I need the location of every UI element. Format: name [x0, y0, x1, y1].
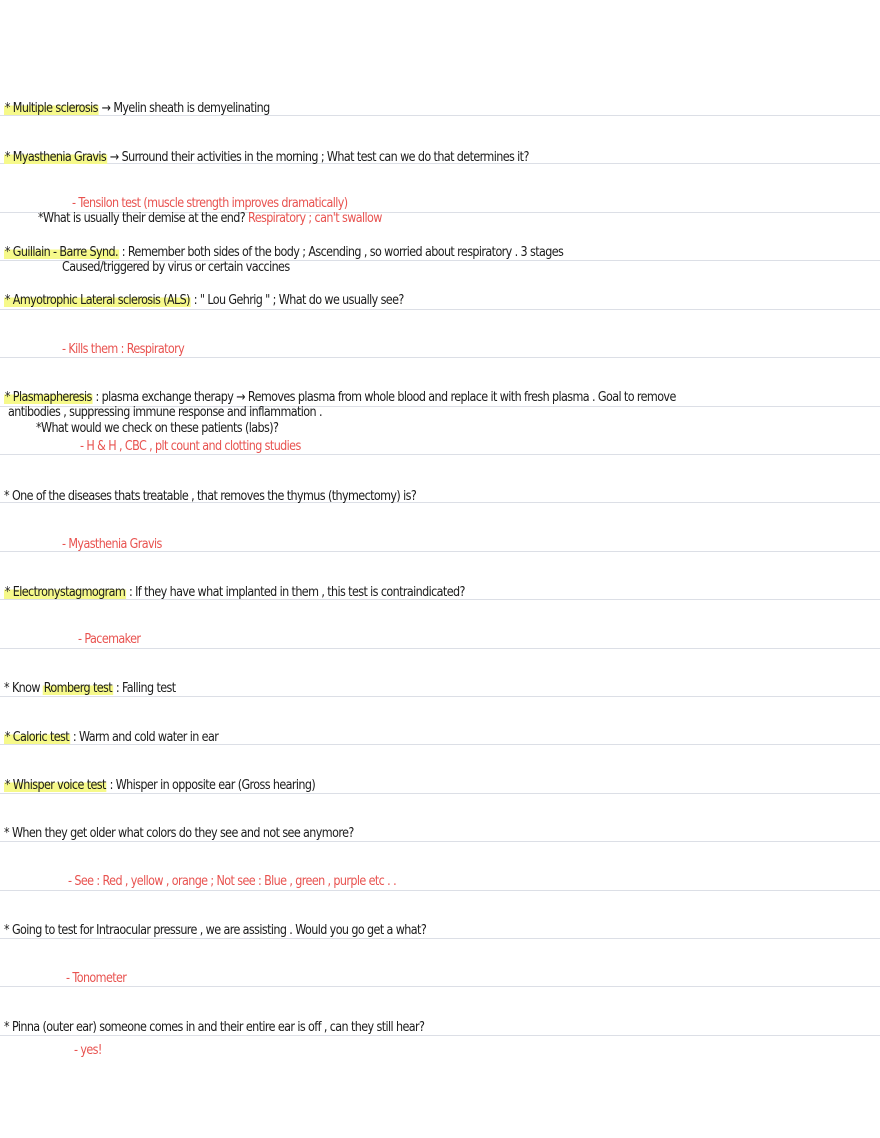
note-guillain-barre: * Guillain - Barre Synd. : Remember both sides of the body ; Ascending , so worried about respiratory . 3 stages	[4, 245, 564, 260]
note-colors-question: * When they get older what colors do they see and not see anymore?	[4, 826, 354, 841]
answer-colors: - See : Red , yellow , orange ; Not see : Blue , green , purple etc . .	[68, 874, 397, 889]
answer-myasthenia-gravis: - Myasthenia Gravis	[62, 537, 162, 552]
note-thymectomy: * One of the diseases thats treatable , that removes the thymus (thymectomy) is?	[4, 489, 417, 504]
note-pinna-question: * Pinna (outer ear) someone comes in and their entire ear is off , can they still hear?	[4, 1020, 425, 1035]
answer-tensilon-test: - Tensilon test (muscle strength improves dramatically)	[72, 196, 348, 211]
note-whisper-voice-test: * Whisper voice test : Whisper in opposite ear (Gross hearing)	[4, 778, 316, 793]
note-electronystagmogram: * Electronystagmogram : If they have what implanted in them , this test is contraindicated?	[4, 585, 465, 600]
note-als: * Amyotrophic Lateral sclerosis (ALS) : " Lou Gehrig " ; What do we usually see?	[4, 293, 404, 308]
note-plasmapheresis: * Plasmapheresis : plasma exchange therapy → Removes plasma from whole blood and replace it with fresh plasma . Goal to remove	[4, 390, 676, 405]
note-guillain-barre-cause: Caused/triggered by virus or certain vaccines	[62, 260, 290, 275]
answer-respiratory: - Kills them : Respiratory	[62, 342, 185, 357]
answer-yes: - yes!	[74, 1043, 102, 1058]
note-intraocular-pressure: * Going to test for Intraocular pressure , we are assisting . Would you go get a what?	[4, 923, 427, 938]
note-romberg-test: * Know Romberg test : Falling test	[4, 681, 176, 696]
ruled-line	[0, 986, 880, 987]
ruled-line	[0, 309, 880, 310]
note-caloric-test: * Caloric test : Warm and cold water in ear	[4, 730, 219, 745]
note-multiple-sclerosis: * Multiple sclerosis → Myelin sheath is demyelinating	[4, 101, 270, 116]
note-demise-question: *What is usually their demise at the end? Respiratory ; can't swallow	[38, 211, 382, 226]
answer-pacemaker: - Pacemaker	[78, 632, 141, 647]
ruled-line	[0, 890, 880, 891]
note-labs-question: *What would we check on these patients (labs)?	[36, 421, 279, 436]
note-myasthenia-gravis: * Myasthenia Gravis → Surround their activities in the morning ; What test can we do that determines it?	[4, 150, 529, 165]
ruled-line	[0, 648, 880, 649]
answer-labs: - H & H , CBC , plt count and clotting studies	[80, 439, 301, 454]
answer-tonometer: - Tonometer	[66, 971, 127, 986]
note-plasmapheresis-goal: antibodies , suppressing immune response and inflammation .	[8, 405, 322, 420]
